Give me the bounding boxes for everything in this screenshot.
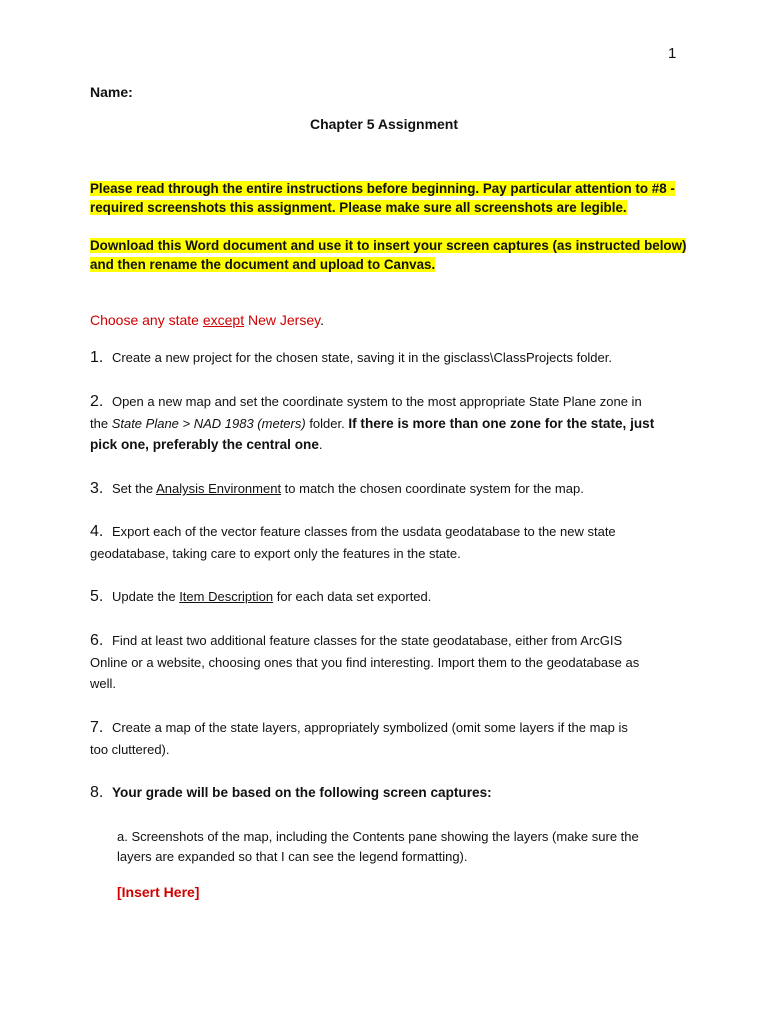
item-text: too cluttered). <box>90 741 170 757</box>
choose-state-instruction <box>90 312 324 328</box>
item-text: Create a map of the state layers, appropriately symbolized (omit some layers if the map is <box>111 720 628 735</box>
item-bold-text: Your grade will be based on the following screen captures: <box>111 785 492 800</box>
item-text: folder. <box>305 415 349 431</box>
item-number: 6. <box>90 632 104 649</box>
item-text: well. <box>90 676 117 691</box>
list-item-8 <box>90 782 686 804</box>
list-item-5 <box>90 586 686 608</box>
notice-download <box>90 236 690 274</box>
list-item-3 <box>90 478 686 500</box>
sub-item-a <box>117 827 677 866</box>
item-italic-path: State Plane > NAD 1983 (meters) <box>111 415 306 431</box>
item-number: 1. <box>90 349 104 366</box>
list-item-7 <box>90 717 686 760</box>
item-number: 7. <box>90 719 104 736</box>
list-item-2 <box>90 391 686 456</box>
item-number: 8. <box>90 784 104 801</box>
notice-line: and then rename the document and upload to Canvas. <box>90 257 436 272</box>
notice-line: required screenshots this assignment. Please make sure all screenshots are legible. <box>90 200 627 215</box>
item-text: Set the <box>111 481 157 496</box>
list-item-6 <box>90 630 686 695</box>
item-number: 2. <box>90 393 104 410</box>
choose-post: New Jersey <box>244 312 321 328</box>
item-text: Update the <box>111 589 180 604</box>
item-bold-text: If there is more than one zone for the state, just <box>348 415 655 431</box>
item-text: Online or a website, choosing ones that you find interesting. Import them to the geodatabase as <box>90 654 640 670</box>
item-text: Open a new map and set the coordinate system to the most appropriate State Plane zone in <box>111 394 642 409</box>
name-label: Name: <box>90 84 133 100</box>
item-text: geodatabase, taking care to export only the features in the state. <box>90 545 461 561</box>
notice-read-instructions <box>90 179 690 217</box>
item-text: Create a new project for the chosen state, saving it in the gisclass\ClassProjects folder. <box>111 350 612 365</box>
item-description-link[interactable]: Item Description <box>179 589 274 604</box>
notice-line: Please read through the entire instructions before beginning. Pay particular attention to #8 - <box>90 181 675 196</box>
item-bold-text: pick one, preferably the central one <box>90 437 319 452</box>
sub-item-text: a. Screenshots of the map, including the Contents pane showing the layers (make sure the <box>117 829 639 844</box>
choose-pre: Choose any state <box>90 312 203 328</box>
item-text: Find at least two additional feature classes for the state geodatabase, either from ArcGIS <box>111 633 623 648</box>
insert-here-placeholder: [Insert Here] <box>117 884 200 900</box>
item-number: 4. <box>90 523 104 540</box>
analysis-environment-link[interactable]: Analysis Environment <box>156 481 282 496</box>
page-number: 1 <box>668 45 677 62</box>
notice-line: Download this Word document and use it to insert your screen captures (as instructed below) <box>90 238 687 253</box>
list-item-1 <box>90 347 686 369</box>
item-text: to match the chosen coordinate system for the map. <box>281 481 584 496</box>
choose-period: . <box>320 312 324 328</box>
item-text: the <box>90 415 112 431</box>
choose-except: except <box>202 312 245 328</box>
item-number: 5. <box>90 588 104 605</box>
item-number: 3. <box>90 480 104 497</box>
list-item-4 <box>90 521 686 564</box>
sub-item-text: layers are expanded so that I can see the legend formatting). <box>117 848 468 864</box>
item-text: for each data set exported. <box>273 589 432 604</box>
page-title: Chapter 5 Assignment <box>309 116 459 132</box>
item-text: Export each of the vector feature classes from the usdata geodatabase to the new state <box>111 524 616 539</box>
item-text: . <box>318 437 323 452</box>
